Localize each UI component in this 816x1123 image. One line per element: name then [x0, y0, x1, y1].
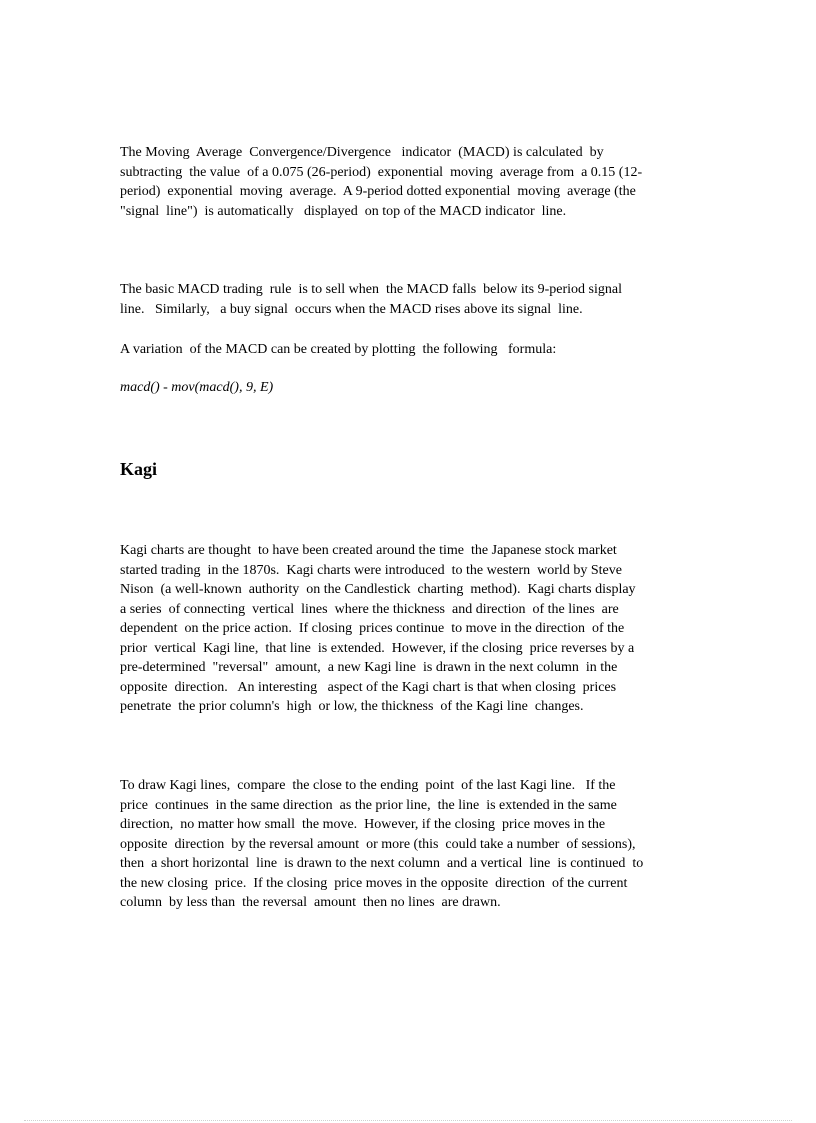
- macd-intro-paragraph: [120, 143, 696, 221]
- text-line: Nison (a well-known authority on the Candlestick charting method). Kagi charts display: [120, 582, 636, 597]
- section-heading-kagi: Kagi: [120, 459, 158, 479]
- text-line: A variation of the MACD can be created by plotting the following formula:: [120, 342, 557, 357]
- text-line: opposite direction. An interesting aspect of the Kagi chart is that when closing prices: [120, 679, 617, 695]
- text-line: The basic MACD trading rule is to sell when the MACD falls below its 9-period signal: [120, 282, 622, 297]
- text-line: subtracting the value of a 0.075 (26-period) exponential moving average from a 0.15 (12-: [120, 164, 643, 180]
- page-bottom-divider: [24, 1120, 792, 1121]
- text-line: a series of connecting vertical lines where the thickness and direction of the lines are: [120, 601, 619, 617]
- text-line: the new closing price. If the closing price moves in the opposite direction of the current: [120, 875, 628, 891]
- text-line: To draw Kagi lines, compare the close to the ending point of the last Kagi line. If the: [120, 778, 616, 793]
- text-line: then a short horizontal line is drawn to the next column and a vertical line is continued to: [120, 856, 644, 871]
- macd-variation-paragraph: [120, 340, 696, 360]
- text-line: Kagi charts are thought to have been created around the time the Japanese stock market: [120, 543, 617, 558]
- text-line: price continues in the same direction as the prior line, the line is extended in the same: [120, 797, 617, 813]
- kagi-intro-paragraph: [120, 541, 696, 717]
- text-line: The Moving Average Convergence/Divergence indicator (MACD) is calculated by: [120, 145, 604, 160]
- kagi-draw-paragraph: [120, 776, 696, 913]
- text-line: prior vertical Kagi line, that line is extended. However, if the closing price reverses by a: [120, 640, 635, 656]
- text-line: period) exponential moving average. A 9-period dotted exponential moving average (the: [120, 184, 636, 199]
- macd-formula: macd() - mov(macd(), 9, E): [120, 380, 274, 395]
- text-line: line. Similarly, a buy signal occurs when the MACD rises above its signal line.: [120, 301, 583, 317]
- text-line: opposite direction by the reversal amount or more (this could take a number of sessions),: [120, 836, 636, 852]
- text-line: started trading in the 1870s. Kagi charts were introduced to the western world by Steve: [120, 562, 622, 578]
- text-line: "signal line") is automatically displayed on top of the MACD indicator line.: [120, 203, 567, 219]
- macd-rule-paragraph: [120, 280, 696, 319]
- text-line: direction, no matter how small the move. However, if the closing price moves in the: [120, 817, 606, 832]
- text-line: pre-determined "reversal" amount, a new Kagi line is drawn in the next column in the: [120, 660, 618, 675]
- text-line: dependent on the price action. If closing prices continue to move in the direction of the: [120, 621, 625, 636]
- text-line: column by less than the reversal amount then no lines are drawn.: [120, 895, 501, 910]
- text-line: penetrate the prior column's high or low, the thickness of the Kagi line changes.: [120, 699, 584, 714]
